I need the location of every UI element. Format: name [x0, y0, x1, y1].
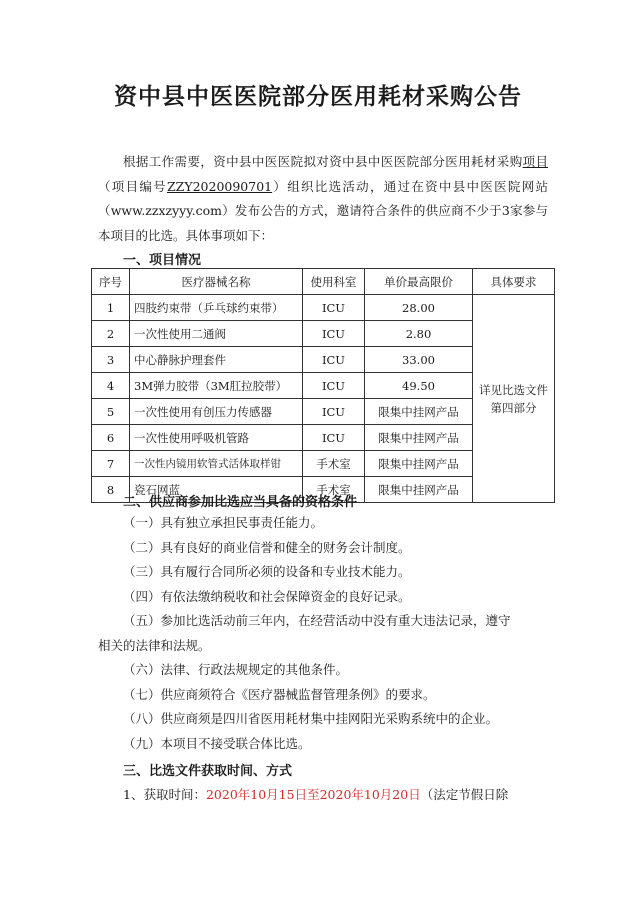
table-row [92, 295, 555, 321]
intro-text-1: 根据工作需要，资中县中医医院拟对资中县中医医院部分医用耗材采购 [123, 154, 523, 169]
cell-price: 限集中挂网产品 [365, 425, 473, 451]
cell-dept: ICU [303, 399, 365, 425]
time-suffix: （法定节假日除 [420, 787, 509, 802]
cell-name: 瓷石网蓝 [130, 477, 303, 503]
intro-text-3: ）组织比选活动，通过在资中县中医医院网站（www.zzxzyyy.com）发布公告的方式，邀请符合条件的供应商不少于3家参与本项目的比选。具体事项如下： [98, 178, 548, 243]
cell-name: 一次性使用有创压力传感器 [130, 399, 303, 425]
condition-5-cont: 相关的法律和法规。 [98, 638, 211, 653]
items-table [91, 268, 555, 503]
cell-no: 3 [92, 347, 130, 373]
cell-price: 2.80 [365, 321, 473, 347]
intro-paragraph [98, 150, 548, 248]
cell-dept: ICU [303, 347, 365, 373]
cell-no: 4 [92, 373, 130, 399]
cell-no: 2 [92, 321, 130, 347]
cell-no: 7 [92, 451, 130, 477]
cell-no: 5 [92, 399, 130, 425]
time-prefix: 1、获取时间： [123, 787, 206, 802]
condition-6: （六）法律、行政法规规定的其他条件。 [123, 662, 349, 677]
cell-no: 6 [92, 425, 130, 451]
cell-no: 8 [92, 477, 130, 503]
condition-2: （二）具有良好的商业信誉和健全的财务会计制度。 [123, 540, 411, 555]
time-dates: 2020年10月15日至2020年10月20日 [205, 787, 421, 802]
cell-name: 四肢约束带（乒乓球约束带） [130, 295, 303, 321]
cell-price: 28.00 [365, 295, 473, 321]
cell-price: 33.00 [365, 347, 473, 373]
header-price: 单价最高限价 [365, 269, 473, 295]
header-dept: 使用科室 [303, 269, 365, 295]
cell-name: 一次性使用二通阀 [130, 321, 303, 347]
cell-price: 49.50 [365, 373, 473, 399]
condition-9: （九）本项目不接受联合体比选。 [123, 736, 311, 751]
condition-5: （五）参加比选活动前三年内，在经营活动中没有重大违法记录，遵守 [123, 613, 511, 628]
cell-no: 1 [92, 295, 130, 321]
project-number: ZZY2020090701 [166, 178, 273, 194]
cell-price: 限集中挂网产品 [365, 399, 473, 425]
condition-4: （四）有依法缴纳税收和社会保障资金的良好记录。 [123, 589, 411, 604]
cell-dept: ICU [303, 425, 365, 451]
cell-name: 一次性内镜用软管式活体取样钳 [130, 451, 303, 477]
acquisition-time-line [123, 785, 583, 803]
cell-name: 中心静脉护理套件 [130, 347, 303, 373]
section-heading-3: 三、比选文件获取时间、方式 [123, 764, 293, 779]
header-no: 序号 [92, 269, 130, 295]
intro-text-2: （项目编号 [98, 178, 167, 194]
cell-dept: 手术室 [303, 477, 365, 503]
condition-8: （八）供应商须是四川省医用耗材集中挂网阳光采购系统中的企业。 [123, 711, 499, 726]
intro-project-underlined: 项目 [522, 154, 548, 169]
condition-3: （三）具有履行合同所必须的设备和专业技术能力。 [123, 564, 411, 579]
cell-dept: 手术室 [303, 451, 365, 477]
cell-price: 限集中挂网产品 [365, 451, 473, 477]
cell-name: 一次性使用呼吸机管路 [130, 425, 303, 451]
page-title: 资中县中医医院部分医用耗材采购公告 [114, 83, 522, 110]
condition-1: （一）具有独立承担民事责任能力。 [123, 515, 324, 530]
condition-7: （七）供应商须符合《医疗器械监督管理条例》的要求。 [123, 687, 436, 702]
cell-dept: ICU [303, 321, 365, 347]
cell-dept: ICU [303, 295, 365, 321]
table-header-row [92, 269, 555, 295]
cell-dept: ICU [303, 373, 365, 399]
cell-requirement: 详见比选文件第四部分 [473, 295, 555, 503]
section-heading-2: 二、供应商参加比选应当具备的资格条件 [123, 495, 358, 510]
section-heading-1: 一、项目情况 [123, 253, 202, 268]
cell-name: 3M弹力胶带（3M肛拉胶带） [130, 373, 303, 399]
header-name: 医疗器械名称 [130, 269, 303, 295]
header-requirement: 具体要求 [473, 269, 555, 295]
cell-price: 限集中挂网产品 [365, 477, 473, 503]
